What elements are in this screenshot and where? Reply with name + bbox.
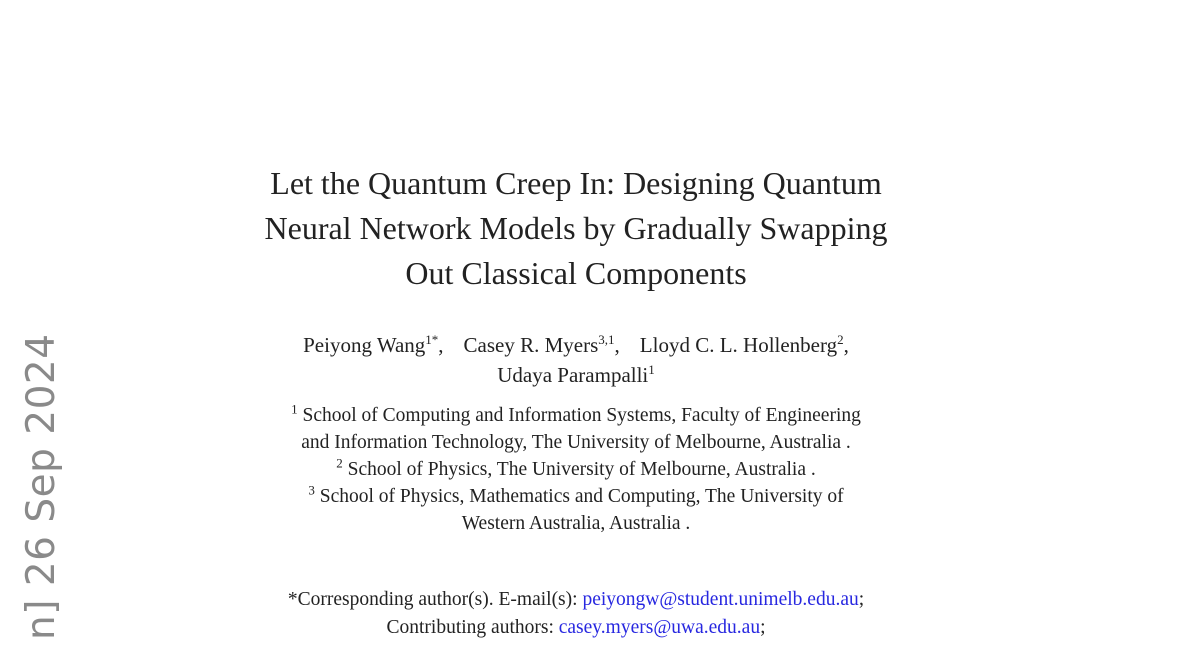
corresponding-suffix: ; [858, 589, 865, 610]
affiliation-list [200, 402, 952, 537]
author-affiliation-mark: 3,1 [598, 332, 615, 347]
affiliation-3-line-1 [200, 483, 952, 510]
affiliation-text: School of Physics, Mathematics and Computing, The University of [319, 486, 844, 507]
contributing-email-link[interactable]: casey.myers@uwa.edu.au [558, 617, 761, 638]
affiliation-2-line-1 [200, 456, 952, 483]
affiliation-1-line-2: and Information Technology, The University of Melbourne, Australia . [301, 432, 851, 453]
affiliation-text: School of Physics, The University of Melbourne, Australia . [347, 459, 816, 480]
contributing-label: Contributing authors: [386, 617, 559, 638]
paper-title [200, 161, 952, 296]
affiliation-mark: 1 [291, 401, 298, 417]
affiliation-3-line-2: Western Australia, Australia . [461, 513, 691, 534]
corresponding-label: *Corresponding author(s). E-mail(s): [287, 589, 583, 610]
corresponding-line [200, 586, 952, 614]
title-line-2: Neural Network Models by Gradually Swapping [264, 210, 888, 246]
author-affiliation-mark: 1 [648, 362, 655, 377]
paper-first-page [200, 0, 952, 648]
corresponding-email-link[interactable]: peiyongw@student.unimelb.edu.au [582, 589, 859, 610]
author-affiliation-mark: 2 [837, 332, 844, 347]
contributing-line [200, 614, 952, 642]
arxiv-sidebar-stamp: n] 26 Sep 2024 [19, 333, 64, 640]
title-line-3: Out Classical Components [405, 255, 747, 291]
affiliation-mark: 3 [308, 482, 315, 498]
affiliation-text: School of Computing and Information Systems, Faculty of Engineering [302, 405, 861, 426]
author-name: Casey R. Myers [463, 333, 599, 357]
author-name: Udaya Parampalli [497, 363, 649, 387]
affiliation-mark: 2 [336, 455, 343, 471]
affiliation-1-line-1 [200, 402, 952, 429]
author-name: Lloyd C. L. Hollenberg [639, 333, 838, 357]
author-list: Peiyong Wang$^{1*}$, Casey R. Myers$^{3,1}$, Lloyd C. L. Hollenberg$^2$, Udaya Parampalli$^1$ [303, 332, 849, 387]
corresponding-authors [200, 586, 952, 642]
author-affiliation-mark: 1* [425, 332, 439, 347]
title-line-1: Let the Quantum Creep In: Designing Quantum [270, 165, 882, 201]
contributing-suffix: ; [760, 617, 766, 638]
author-name: Peiyong Wang [303, 333, 426, 357]
